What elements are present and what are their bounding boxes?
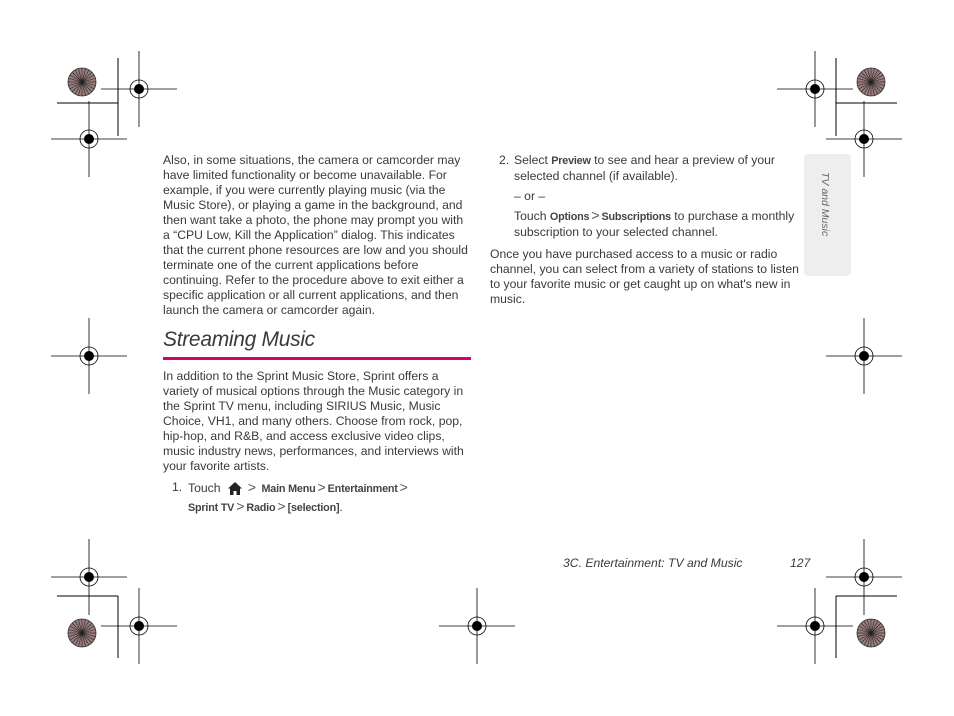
closing-paragraph: Once you have purchased access to a music or radio channel, you can select from a variety of stations to listen to your favorite music or get caught up on what's new in music. <box>490 247 799 306</box>
home-icon <box>228 482 242 499</box>
page-number: 127 <box>790 556 811 570</box>
section-paragraph: In addition to the Sprint Music Store, Sprint offers a variety of musical options through the Music category in the Sprint TV menu, including SIRIUS Music, Music Choice, VH1, and many others. Choose from rock, pop, hip-hop, and R&B, and access exclusive video clips, music industry news, performances, and interviews with your favorite artists. <box>163 369 464 473</box>
step-touch-text: Touch <box>514 209 547 223</box>
step-2 <box>490 153 800 240</box>
menu-separator: > <box>591 207 600 223</box>
step-text: to purchase a monthly subscription to your selected channel. <box>514 209 795 239</box>
menu-separator: > <box>399 479 408 495</box>
menu-separator: > <box>317 479 326 495</box>
crosshair-mark <box>51 539 127 615</box>
crosshair-mark <box>439 588 515 664</box>
section-heading: Streaming Music <box>163 327 471 360</box>
menu-item-sprint-tv: Sprint TV <box>188 502 235 514</box>
menu-item-entertainment: Entertainment <box>327 483 398 495</box>
step-1 <box>163 480 473 516</box>
section-body <box>163 369 473 516</box>
starburst-mark <box>857 619 885 647</box>
step-alt <box>514 208 800 240</box>
step-select-text: Select <box>514 153 548 167</box>
crosshair-mark <box>51 101 127 177</box>
menu-item-main-menu: Main Menu <box>261 483 316 495</box>
or-separator: – or – <box>514 189 546 203</box>
menu-separator: > <box>277 498 286 514</box>
crosshair-mark <box>101 588 177 664</box>
right-column <box>490 153 800 307</box>
options-label: Options <box>549 211 590 223</box>
preview-label: Preview <box>551 155 591 167</box>
starburst-mark <box>68 68 96 96</box>
step-number: 1. <box>172 480 183 494</box>
crosshair-mark <box>826 318 902 394</box>
starburst-mark <box>857 68 885 96</box>
crosshair-mark <box>826 539 902 615</box>
intro-paragraph: Also, in some situations, the camera or camcorder may have limited functionality or become unavailable. For example, if you were currently playing music (via the Music Store), or playing a game in the background, and then want take a photo, the phone may prompt you with a “CPU Low, Kill the Application” dialog. This indicates that the current phone resources are low and you should terminate one of the current applications before continuing. Refer to the procedure above to exit either a specific application or all current applications, and then launch the camera or camcorder again. <box>163 153 468 317</box>
footer-section-title: 3C. Entertainment: TV and Music <box>563 556 743 570</box>
menu-separator: > <box>236 498 245 514</box>
crosshair-mark <box>51 318 127 394</box>
menu-separator: > <box>247 479 257 495</box>
subscriptions-label: Subscriptions <box>601 211 671 223</box>
left-column <box>163 153 473 318</box>
step-end: . <box>339 500 343 514</box>
crosshair-mark <box>777 51 853 127</box>
menu-item-radio: Radio <box>246 502 276 514</box>
step-number: 2. <box>499 153 510 167</box>
step-touch-text: Touch <box>188 481 221 495</box>
menu-item-selection: [selection] <box>287 502 340 514</box>
crosshair-mark <box>101 51 177 127</box>
side-tab-label: TV and Music <box>819 172 831 237</box>
starburst-mark <box>68 619 96 647</box>
step-text: to see and hear a preview of your selected channel (if available). <box>514 153 775 183</box>
crosshair-mark <box>777 588 853 664</box>
